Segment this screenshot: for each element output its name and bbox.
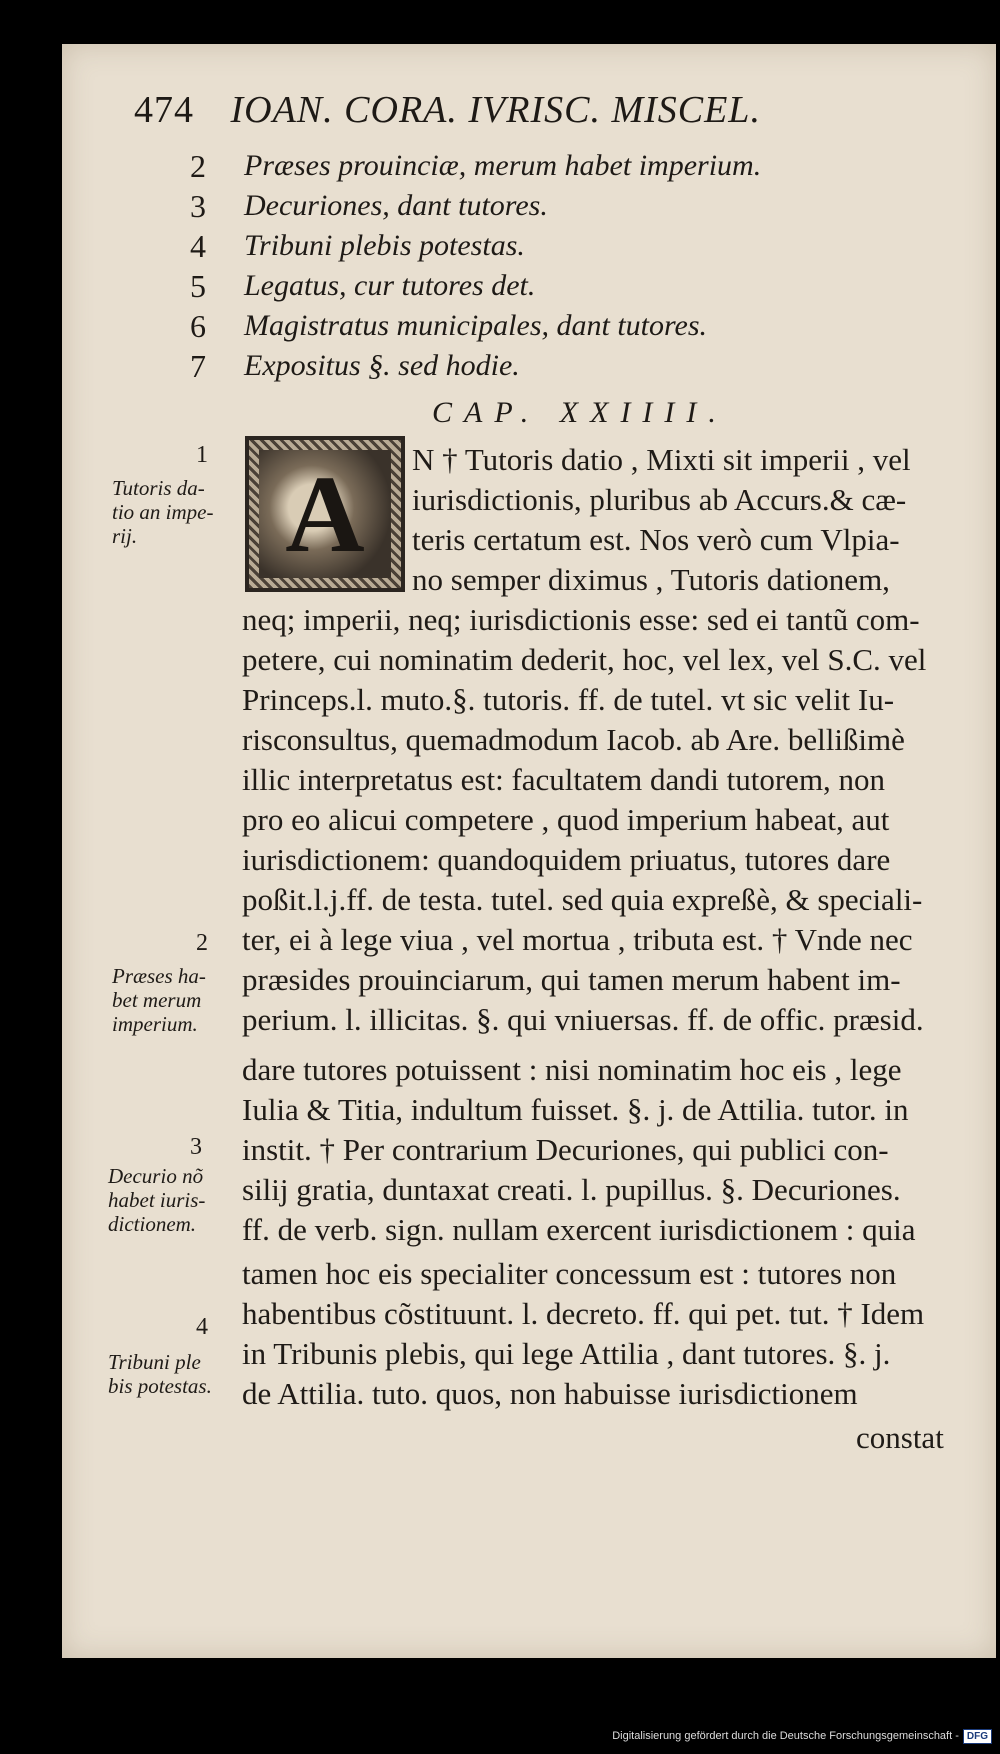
marginal-note-line: Tutoris da-	[112, 476, 205, 500]
marginal-note-line: Tribuni ple	[108, 1350, 201, 1374]
summary-item	[190, 146, 930, 186]
text-line: Iulia & Titia, indultum fuisset. §. j. de Attilia. tutor. in	[242, 1092, 909, 1127]
initial-ornament	[259, 450, 391, 578]
text-line: Princeps.l. muto.§. tutoris. ff. de tutel. vt sic velit Iu-	[242, 682, 895, 717]
running-title: IOAN. CORA. IVRISC. MISCEL.	[230, 89, 761, 131]
text-line: dare tutores potuissent : nisi nominatim hoc eis , lege	[242, 1052, 902, 1087]
marginal-note-line: dictionem.	[108, 1212, 197, 1236]
text-line: poßit.l.j.ff. de testa. tutel. sed quia expreßè, & speciali-	[242, 882, 923, 917]
digitization-footer	[612, 1726, 992, 1746]
marginal-note-line: imperium.	[112, 1012, 198, 1036]
marginal-note	[108, 1350, 212, 1398]
summary-number: 7	[190, 347, 206, 384]
text-line: instit. † Per contrarium Decuriones, qui publici con-	[242, 1132, 889, 1167]
summary-text: Magistratus municipales, dant tutores.	[244, 309, 708, 342]
dfg-logo-icon: DFG	[963, 1729, 992, 1744]
marginal-note-line: bet merum	[112, 988, 202, 1012]
marginal-note	[112, 964, 206, 1036]
text-line: N † Tutoris datio , Mixti sit imperii , vel	[412, 442, 911, 477]
chapter-title: CAP. XXIIII.	[432, 396, 728, 429]
marginal-note	[108, 1164, 205, 1236]
text-line: neq; imperii, neq; iurisdictionis esse: sed ei tantũ com-	[242, 602, 920, 637]
summary-text: Legatus, cur tutores det.	[244, 269, 536, 302]
text-line: risconsultus, quemadmodum Iacob. ab Are. bellißimè	[242, 722, 905, 757]
text-line: perium. l. illicitas. §. qui vniuersas. ff. de offic. præsid.	[242, 1002, 924, 1037]
marginal-note-line: bis potestas.	[108, 1374, 212, 1398]
text-line: ff. de verb. sign. nullam exercent iurisdictionem : quia	[242, 1212, 916, 1247]
summary-text: Decuriones, dant tutores.	[244, 189, 548, 222]
marginal-note-line: Decurio nõ	[108, 1164, 204, 1188]
text-line: de Attilia. tuto. quos, non habuisse iurisdictionem	[242, 1376, 858, 1411]
summary-number: 6	[190, 307, 206, 344]
marginal-note-number: 3	[190, 1134, 202, 1160]
summary-item	[190, 306, 930, 346]
initial-letter: A	[285, 453, 365, 575]
text-line: pro eo alicui competere , quod imperium habeat, aut	[242, 802, 890, 837]
page-number: 474	[134, 89, 194, 131]
text-line: præsides prouinciarum, qui tamen merum habent im-	[242, 962, 901, 997]
marginal-note-line: tio an impe-	[112, 500, 214, 524]
summary-text: Tribuni plebis potestas.	[244, 229, 525, 262]
marginal-note-number: 2	[196, 930, 208, 956]
summary-item	[190, 346, 930, 386]
text-line: illic interpretatus est: facultatem dandi tutorem, non	[242, 762, 886, 797]
summary-text: Præses prouinciæ, merum habet imperium.	[244, 149, 762, 182]
catchword: constat	[856, 1420, 944, 1455]
marginal-note	[112, 476, 213, 548]
text-line: ter, ei à lege viua , vel mortua , tributa est. † Vnde nec	[242, 922, 913, 957]
summary-item	[190, 266, 930, 306]
footer-text: Digitalisierung gefördert durch die Deutsche Forschungsgemeinschaft -	[612, 1730, 959, 1742]
text-line: silij gratia, duntaxat creati. l. pupillus. §. Decuriones.	[242, 1172, 901, 1207]
marginal-note-line: rij.	[112, 524, 138, 548]
marginal-note-number: 4	[196, 1314, 208, 1340]
text-line: iurisdictionis, pluribus ab Accurs.& cæ-	[412, 482, 907, 517]
decorated-initial	[245, 436, 405, 592]
marginal-note-line: habet iuris-	[108, 1188, 206, 1212]
summary-number: 4	[190, 227, 206, 264]
marginal-note-number: 1	[196, 442, 208, 468]
summary-number: 2	[190, 147, 206, 184]
text-line: petere, cui nominatim dederit, hoc, vel lex, vel S.C. vel	[242, 642, 927, 677]
summary-list	[190, 146, 930, 386]
running-header	[134, 88, 934, 144]
summary-text: Expositus §. sed hodie.	[244, 349, 520, 382]
text-line: teris certatum est. Nos verò cum Vlpia-	[412, 522, 900, 557]
summary-number: 5	[190, 267, 206, 304]
text-line: habentibus cõstituunt. l. decreto. ff. qui pet. tut. † Idem	[242, 1296, 925, 1331]
marginal-note-line: Præses ha-	[112, 964, 206, 988]
text-line: no semper diximus , Tutoris dationem,	[412, 562, 890, 597]
summary-item	[190, 226, 930, 266]
text-line: iurisdictionem: quandoquidem priuatus, tutores dare	[242, 842, 891, 877]
text-line: in Tribunis plebis, qui lege Attilia , dant tutores. §. j.	[242, 1336, 891, 1371]
text-line: tamen hoc eis specialiter concessum est : tutores non	[242, 1256, 897, 1291]
summary-item	[190, 186, 930, 226]
summary-number: 3	[190, 187, 206, 224]
